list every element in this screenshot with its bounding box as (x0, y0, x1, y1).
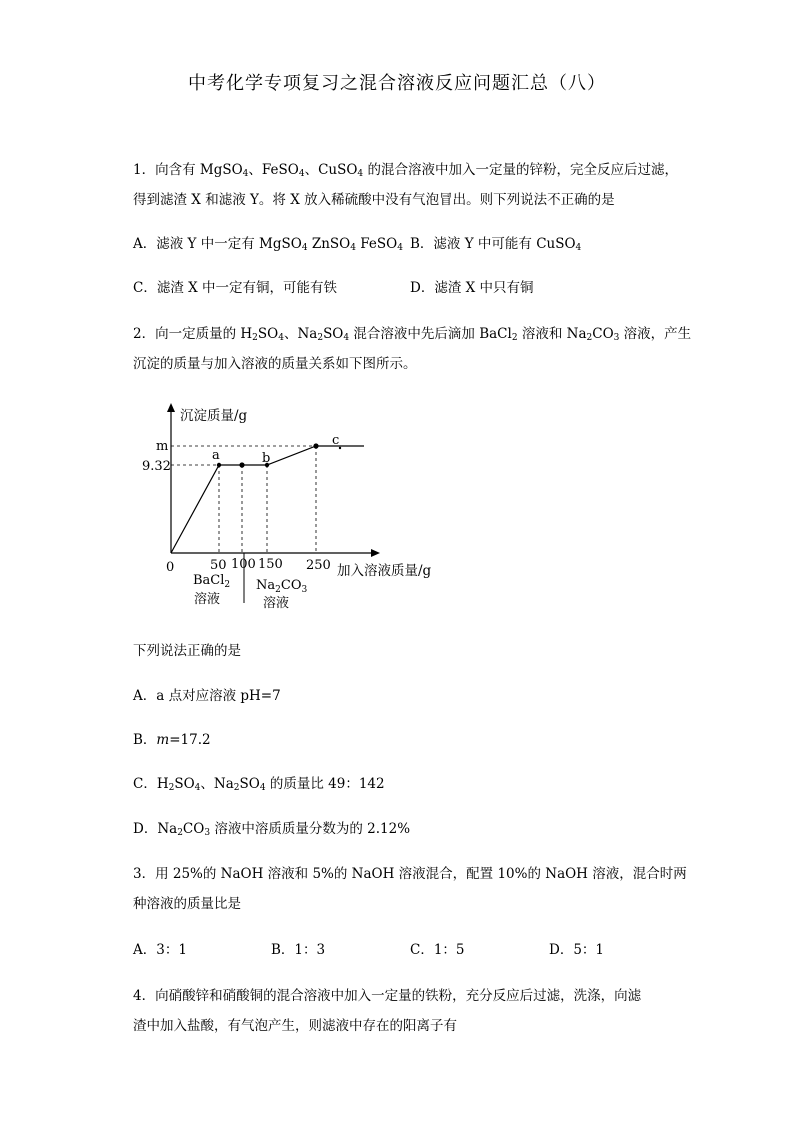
point-a (217, 463, 221, 467)
x-tick-250: 250 (306, 558, 331, 573)
q4-stem-line2: 渣中加入盐酸，有气泡产生，则滤液中存在的阳离子有 (133, 1018, 457, 1034)
page-title: 中考化学专项复习之混合溶液反应问题汇总（八） (188, 73, 606, 94)
x-tick-150: 150 (258, 557, 283, 572)
q1-stem-line2: 得到滤渣 X 和滤液 Y。将 X 放入稀硫酸中没有气泡冒出。则下列说法不正确的是 (133, 192, 615, 208)
q2-option-a[interactable]: A．a 点对应溶液 pH=7 (133, 688, 281, 704)
reagent-na2co3-solution: 溶液 (263, 596, 290, 611)
q3-option-c[interactable]: C．1：5 (410, 942, 465, 958)
q2-option-c[interactable]: C．$H_2SO_4$、$Na_2SO_4$ 的质量比 49：142 (133, 776, 385, 793)
q1-option-b[interactable]: B．滤液 Y 中可能有 CuSO$_4$ (410, 236, 582, 253)
q2-option-d[interactable]: D．$Na_2CO_3$ 溶液中溶质质量分数为的 2.12% (133, 821, 411, 838)
y-tick-m: m (156, 439, 169, 454)
x-tick-100: 100 (231, 557, 256, 572)
y-tick-9-32: 9.32 (142, 459, 171, 474)
x-axis-arrow (371, 549, 380, 557)
q2-stem-line1: 2．向一定质量的 $H_2SO_4$、$Na_2SO_4$ 混合溶液中先后滴加 BaCl$_2$ 溶液和 $Na_2CO_3$ 溶液，产生 (133, 326, 692, 343)
x-axis-label: 加入溶液质量/g (337, 563, 432, 579)
precipitate-mass-graph (130, 395, 450, 615)
q1-option-a[interactable]: A．滤液 Y 中一定有 MgSO$_4$ ZnSO$_4$ FeSO$_4$ (133, 236, 403, 253)
q3-option-a[interactable]: A．3：1 (133, 942, 187, 958)
reagent-na2co3: $Na_2CO_3$ (256, 578, 308, 595)
q1-stem-line1: 1．向含有 MgSO$_4$、FeSO$_4$、CuSO$_4$ 的混合溶液中加入一定量的锌粉，完全反应后过滤， (133, 162, 678, 179)
reagent-bacl2: BaCl$_2$ (193, 573, 231, 590)
point-100 (239, 462, 244, 467)
q3-option-b[interactable]: B．1：3 (271, 942, 326, 958)
y-axis-label: 沉淀质量/g (180, 408, 248, 424)
x-tick-50: 50 (210, 558, 227, 573)
q3-option-d[interactable]: D．5：1 (549, 942, 605, 958)
q2-lead: 下列说法正确的是 (133, 643, 241, 659)
q4-stem-line1: 4．向硝酸锌和硝酸铜的混合溶液中加入一定量的铁粉，充分反应后过滤，洗涤，向滤 (133, 988, 642, 1004)
x-tick-0: 0 (166, 560, 175, 575)
point-label-b: b (262, 451, 271, 466)
point-250 (313, 443, 318, 448)
q3-stem-line2: 种溶液的质量比是 (133, 896, 241, 912)
point-label-a: a (212, 448, 220, 463)
q3-stem-line1: 3．用 25%的 NaOH 溶液和 5%的 NaOH 溶液混合，配置 10%的 NaOH 溶液，混合时两 (133, 866, 687, 882)
q2-option-b[interactable]: B．m=17.2 (133, 732, 211, 748)
reagent-bacl2-solution: 溶液 (194, 592, 221, 607)
q1-option-c[interactable]: C．滤渣 X 中一定有铜，可能有铁 (133, 280, 338, 296)
point-label-c: c (332, 433, 340, 448)
q1-option-d[interactable]: D．滤渣 X 中只有铜 (410, 280, 534, 296)
q2-stem-line2: 沉淀的质量与加入溶液的质量关系如下图所示。 (133, 356, 417, 372)
y-axis-arrow (167, 403, 175, 412)
